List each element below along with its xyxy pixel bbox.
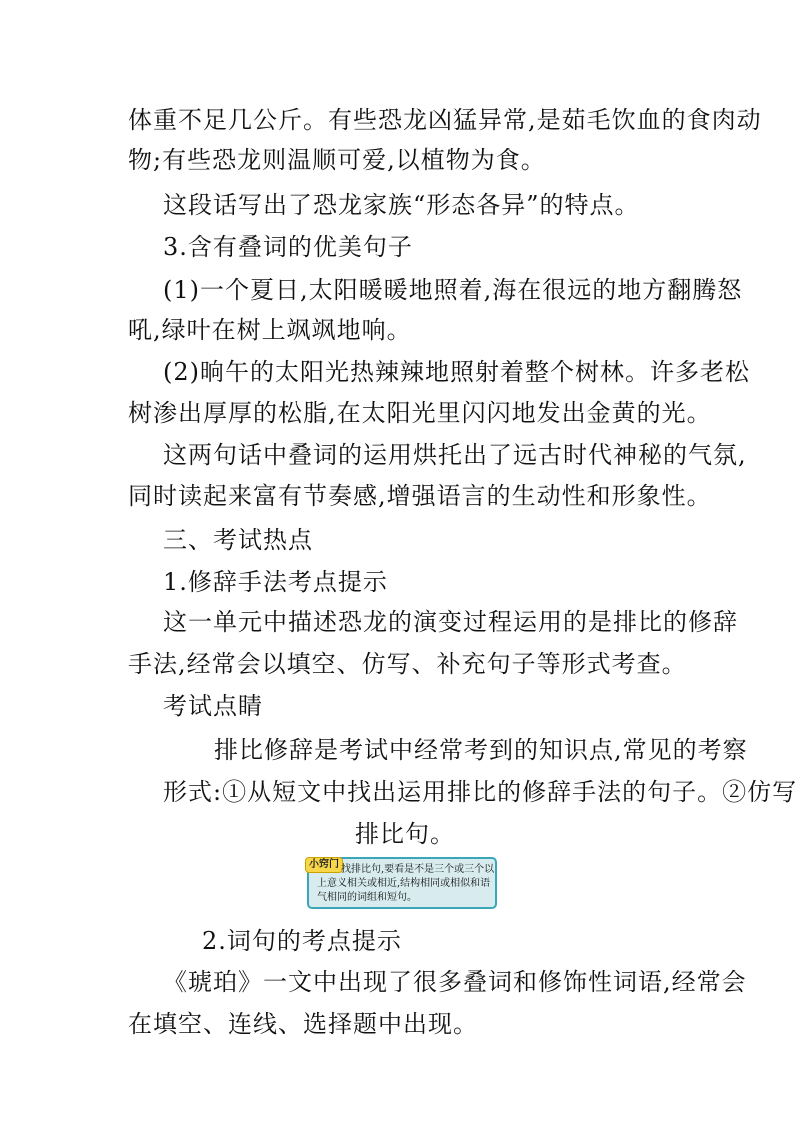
text-line: 手法,经常会以填空、仿写、补充句子等形式考查。 bbox=[128, 650, 687, 678]
text-line: 排比修辞是考试中经常考到的知识点,常见的考察 bbox=[214, 736, 748, 764]
text-line: 吼,绿叶在树上飒飒地响。 bbox=[128, 316, 412, 344]
tip-badge: 小窍门 bbox=[305, 857, 343, 873]
text-line: 这段话写出了恐龙家族“形态各异”的特点。 bbox=[163, 191, 640, 219]
section-heading: 3.含有叠词的优美句子 bbox=[163, 233, 413, 261]
tip-text: 找排比句,要看是不是三个或三个以上意义相关或相近,结构相同或相似和语气相同的词组和短句。 bbox=[317, 864, 495, 903]
text-line: (1)一个夏日,太阳暖暖地照着,海在很远的地方翻腾怒 bbox=[163, 276, 743, 304]
text-line: 这两句话中叠词的运用烘托出了远古时代神秘的气氛, bbox=[163, 441, 747, 469]
text-line: 树渗出厚厚的松脂,在太阳光里闪闪地发出金黄的光。 bbox=[128, 399, 712, 427]
text-line: 同时读起来富有节奏感,增强语言的生动性和形象性。 bbox=[128, 482, 712, 510]
text-line: 在填空、连线、选择题中出现。 bbox=[128, 1010, 478, 1038]
text-line: 物;有些恐龙则温顺可爱,以植物为食。 bbox=[128, 146, 546, 174]
text-line: 《琥珀》一文中出现了很多叠词和修饰性词语,经常会 bbox=[163, 968, 747, 996]
text-line: (2)晌午的太阳光热辣辣地照射着整个树林。许多老松 bbox=[163, 358, 750, 386]
text-line: 排比句。 bbox=[355, 820, 455, 848]
text-line: 体重不足几公斤。有些恐龙凶猛异常,是茹毛饮血的食肉动 bbox=[128, 106, 762, 134]
text-line: 这一单元中描述恐龙的演变过程运用的是排比的修辞 bbox=[163, 608, 738, 636]
section-heading: 2.词句的考点提示 bbox=[202, 927, 402, 955]
section-heading: 三、考试热点 bbox=[163, 526, 313, 554]
tip-box bbox=[307, 857, 497, 909]
section-heading: 1.修辞手法考点提示 bbox=[163, 568, 388, 596]
text-line: 形式:①从短文中找出运用排比的修辞手法的句子。②仿写 bbox=[163, 778, 798, 806]
section-heading: 考试点睛 bbox=[163, 692, 263, 720]
